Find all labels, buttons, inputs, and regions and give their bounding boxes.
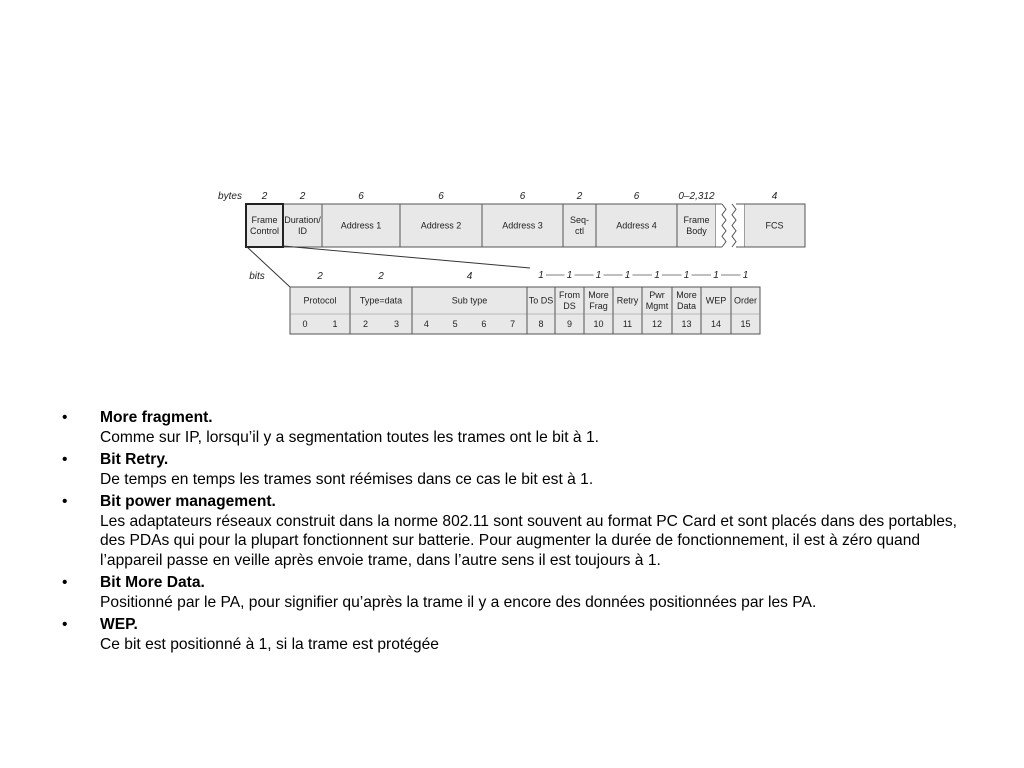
- frame-field-label: Address 2: [420, 220, 462, 231]
- control-field-size: 1: [595, 270, 602, 281]
- frame-field-size: 2: [299, 191, 306, 202]
- bullet-marker: •: [62, 616, 68, 633]
- bullet-item: [62, 408, 962, 447]
- control-field-label: From DS: [559, 290, 580, 311]
- control-field-label: Protocol: [303, 295, 337, 306]
- bullet-title: Bit Retry.: [100, 451, 169, 468]
- frame-field-label: Duration/ ID: [284, 215, 321, 236]
- bit-index: 0: [302, 319, 308, 329]
- frame-control-bits-row: [249, 270, 760, 334]
- bullet-title: WEP.: [100, 616, 138, 633]
- bullet-marker: •: [62, 493, 68, 510]
- control-field-size: 1: [654, 270, 660, 281]
- bit-index: 15: [740, 319, 751, 329]
- control-field-size: 1: [683, 270, 690, 281]
- bullet-item: [62, 573, 962, 612]
- bit-index: 3: [393, 319, 400, 329]
- control-field-label: Pwr Mgmt: [645, 290, 669, 311]
- control-field-size: 1: [713, 270, 719, 281]
- control-field-label: Retry: [616, 295, 639, 306]
- bit-index: 7: [510, 319, 516, 329]
- bullet-body: De temps en temps les trames sont réémises dans ce cas le bit est à 1.: [100, 470, 594, 488]
- bit-index: 14: [710, 319, 722, 329]
- bit-index: 13: [681, 319, 692, 329]
- bullet-list: [62, 408, 962, 657]
- frame-field-label: Address 1: [340, 220, 382, 231]
- bullet-marker: •: [62, 451, 68, 468]
- control-field-protocol: [290, 287, 350, 334]
- control-field-size: 1: [538, 270, 544, 281]
- frame-field-size: 6: [633, 191, 640, 202]
- bullet-item: [62, 615, 962, 654]
- bit-index: 4: [423, 319, 429, 329]
- frame-field-label: FCS: [765, 220, 784, 231]
- bullet-marker: •: [62, 574, 68, 591]
- control-field-size: 4: [466, 271, 473, 282]
- break-gap: [716, 204, 744, 247]
- frame-field-label: Seq-ctl: [569, 215, 590, 236]
- frame-field-label: Address 3: [502, 220, 543, 231]
- control-field-label: To DS: [528, 295, 554, 306]
- bit-index: 5: [452, 319, 458, 329]
- frame-field-label: Frame Body: [683, 215, 710, 236]
- frame-field-size: 4: [771, 191, 778, 202]
- control-field-label: Type=data: [359, 295, 403, 306]
- bullet-body: Ce bit est positionné à 1, si la trame est protégée: [100, 635, 439, 653]
- zoom-line-right: [283, 246, 530, 268]
- bullet-marker: •: [62, 409, 68, 426]
- control-field-size: 1: [624, 270, 631, 281]
- bit-index: 8: [538, 319, 544, 329]
- control-field-type-data: [350, 287, 412, 334]
- bullet-body: Positionné par le PA, pour signifier qu’après la trame il y a encore des données positionnées par les PA.: [100, 593, 817, 611]
- frame-field-size: 2: [261, 191, 268, 202]
- frame-field-size: 6: [438, 191, 444, 202]
- control-field-label: More Frag: [588, 290, 609, 311]
- bullet-item: [62, 492, 962, 570]
- control-field-size: 1: [566, 270, 573, 281]
- frame-field-size: 6: [519, 191, 526, 202]
- control-field-label: WEP: [705, 295, 727, 306]
- bit-index: 10: [593, 319, 604, 329]
- bit-index: 1: [332, 319, 338, 329]
- bullet-item: [62, 450, 962, 489]
- frame-fields-row: [218, 191, 805, 247]
- frame-field-size: 2: [576, 191, 583, 202]
- bit-index: 12: [651, 319, 663, 329]
- control-field-label: Sub type: [451, 295, 488, 306]
- bullet-title: More fragment.: [100, 409, 213, 426]
- bullet-title: Bit power management.: [100, 493, 276, 510]
- bullet-body: Les adaptateurs réseaux construit dans la norme 802.11 sont souvent au format PC Card et sont placés dans des portables, des PDAs qui pour la plupart fonctionnent sur batterie. Pour augmenter la durée de fonctionnement, il est à zéro quand l’appareil passe en veille après envoie trame, dans l’autre sens il est toujours à 1.: [100, 512, 958, 569]
- zoom-lines: [246, 246, 530, 287]
- frame-field-label: Frame Control: [249, 215, 280, 236]
- bit-index: 6: [481, 319, 487, 329]
- bit-index: 11: [622, 319, 633, 329]
- frame-field-size: 6: [358, 191, 364, 202]
- bit-index: 2: [362, 319, 369, 329]
- control-field-label: More Data: [676, 290, 697, 311]
- bits-label: bits: [249, 271, 265, 282]
- bytes-label: bytes: [218, 191, 242, 202]
- frame-field-label: Address 4: [616, 220, 657, 231]
- control-field-size: 2: [378, 271, 384, 282]
- frame-field-size: 0–2,312: [678, 191, 715, 202]
- control-field-size: 1: [742, 270, 749, 281]
- bullet-body: Comme sur IP, lorsqu’il y a segmentation toutes les trames ont le bit à 1.: [100, 428, 599, 446]
- bullet-title: Bit More Data.: [100, 574, 205, 591]
- control-field-label: Order: [733, 295, 758, 306]
- control-field-size: 2: [317, 271, 323, 282]
- bit-index: 9: [566, 319, 573, 329]
